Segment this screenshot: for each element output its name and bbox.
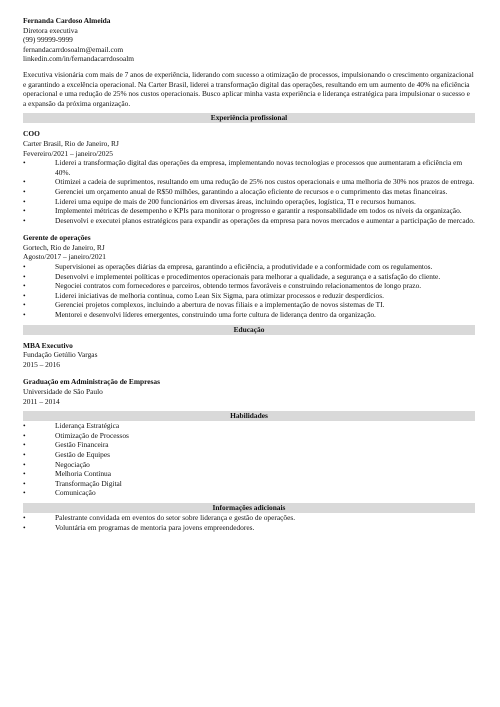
resume-page — [23, 16, 475, 532]
linkedin-url: linkedin.com/in/fernandacarrdosoalm — [23, 54, 135, 64]
bullet-icon — [23, 523, 55, 533]
bullet-icon — [23, 479, 55, 489]
job-bullet: •Negociei contratos com fornecedores e parceiros, obtendo termos favoráveis e construindo relacionamentos de longo prazo. — [23, 281, 475, 291]
job-bullet: •Gerenciei projetos complexos, incluindo a abertura de novas filiais e a implementação de novos sistemas de TI. — [23, 300, 475, 310]
bullet-icon — [23, 513, 55, 523]
bullet-icon — [23, 216, 55, 226]
job-bullet: •Otimizei a cadeia de suprimentos, resultando em uma redução de 25% nos custos operacionais e uma melhoria de 30% nos prazos de entrega. — [23, 177, 475, 187]
job-entry — [23, 233, 475, 319]
job-bullet: •Liderei uma equipe de mais de 200 funcionários em diversas áreas, incluindo operações, logística, TI e recursos humanos. — [23, 197, 475, 207]
job-bullet: •Gerenciei um orçamento anual de R$50 milhões, garantindo a alocação eficiente de recursos e o cumprimento das metas financeiras. — [23, 187, 475, 197]
professional-summary: Executiva visionária com mais de 7 anos de experiência, liderando com sucesso a otimização de processos, impulsionando o crescimento organizacional e garantindo a excelência operacional. Na Carter Brasil, liderei a transformação digital das operações, resultando em um aumento de 40% na eficiência operacional e uma redução de 25% nos custos operacionais. Busco aplicar minha vasta experiência e liderança estratégica para impulsionar o sucesso e a expansão da próxima organização. — [23, 69, 474, 108]
school-name: Fundação Getúlio Vargas — [23, 350, 98, 360]
additional-item: •Voluntária em programas de mentoria para jovens empreendedores. — [23, 523, 475, 533]
bullet-icon — [23, 300, 55, 310]
bullet-icon — [23, 310, 55, 320]
job-company: Gortech, Rio de Janeiro, RJ — [23, 242, 105, 252]
job-title: Gerente de operações — [23, 233, 91, 243]
bullet-icon — [23, 460, 55, 470]
candidate-name: Fernanda Cardoso Almeida — [23, 16, 111, 25]
job-bullet-list — [23, 262, 475, 320]
skill-item: •Liderança Estratégica — [23, 421, 475, 431]
bullet-icon — [23, 177, 55, 187]
job-company: Carter Brasil, Rio de Janeiro, RJ — [23, 138, 119, 148]
bullet-icon — [23, 431, 55, 441]
school-name: Universidade de São Paulo — [23, 387, 103, 396]
bullet-icon — [23, 421, 55, 431]
job-dates: Fevereiro/2021 – janeiro/2025 — [23, 148, 113, 158]
skills-list — [23, 421, 475, 498]
job-bullet: •Desenvolvi e executei planos estratégicos para expandir as operações da empresa para novos mercados e aumentar a participação de mercado. — [23, 216, 475, 226]
skill-item: •Gestão de Equipes — [23, 450, 475, 460]
bullet-icon — [23, 158, 55, 168]
bullet-icon — [23, 262, 55, 272]
job-bullet: •Desenvolvi e implementei políticas e procedimentos operacionais para melhorar a qualidade, a segurança e a satisfação do cliente. — [23, 272, 475, 282]
job-bullet: •Mentorei e desenvolvi líderes emergentes, construindo uma forte cultura de liderança dentro da organização. — [23, 310, 475, 320]
degree-name: Graduação em Administração de Empresas — [23, 377, 160, 387]
bullet-icon — [23, 488, 55, 498]
education-entry — [23, 341, 475, 370]
bullet-icon — [23, 281, 55, 291]
bullet-icon — [23, 197, 55, 207]
skill-item: •Melhoria Contínua — [23, 469, 475, 479]
job-title: COO — [23, 129, 40, 139]
additional-item: •Palestrante convidada em eventos do setor sobre liderança e gestão de operações. — [23, 513, 475, 523]
bullet-icon — [23, 206, 55, 216]
bullet-icon — [23, 291, 55, 301]
email-address: fernandacarrdosoalm@email.com — [23, 44, 124, 54]
additional-info-list — [23, 513, 475, 532]
candidate-title: Diretora executiva — [23, 25, 78, 35]
bullet-icon — [23, 469, 55, 479]
section-header-experience: Experiência profissional — [23, 113, 475, 123]
skill-item: •Transformação Digital — [23, 479, 475, 489]
bullet-icon — [23, 450, 55, 460]
section-header-education: Educação — [23, 325, 475, 335]
job-bullet: •Liderei a transformação digital das operações da empresa, implementando novas tecnologias e processos que aumentaram a eficiência em 40%. — [23, 158, 475, 177]
job-bullet: •Implementei métricas de desempenho e KPIs para monitorar o progresso e garantir a responsabilidade em todos os níveis da organização. — [23, 206, 475, 216]
skill-item: •Comunicação — [23, 488, 475, 498]
bullet-icon — [23, 272, 55, 282]
job-bullet-list — [23, 158, 475, 225]
education-dates: 2015 – 2016 — [23, 359, 60, 369]
job-dates: Agosto/2017 – janeiro/2021 — [23, 252, 106, 262]
section-header-additional: Informações adicionais — [23, 503, 475, 513]
section-header-skills: Habilidades — [23, 411, 475, 421]
job-entry — [23, 129, 475, 225]
bullet-icon — [23, 187, 55, 197]
skill-item: •Negociação — [23, 460, 475, 470]
job-bullet: •Liderei iniciativas de melhoria contínua, como Lean Six Sigma, para otimizar processos e reduzir desperdícios. — [23, 291, 475, 301]
education-entry — [23, 377, 475, 406]
skill-item: •Otimização de Processos — [23, 431, 475, 441]
bullet-icon — [23, 440, 55, 450]
phone-number: (99) 99999-9999 — [23, 35, 73, 45]
degree-name: MBA Executivo — [23, 340, 73, 350]
job-bullet: •Supervisionei as operações diárias da empresa, garantindo a eficiência, a produtividade e a conformidade com os regulamentos. — [23, 262, 475, 272]
education-dates: 2011 – 2014 — [23, 396, 60, 406]
skill-item: •Gestão Financeira — [23, 440, 475, 450]
